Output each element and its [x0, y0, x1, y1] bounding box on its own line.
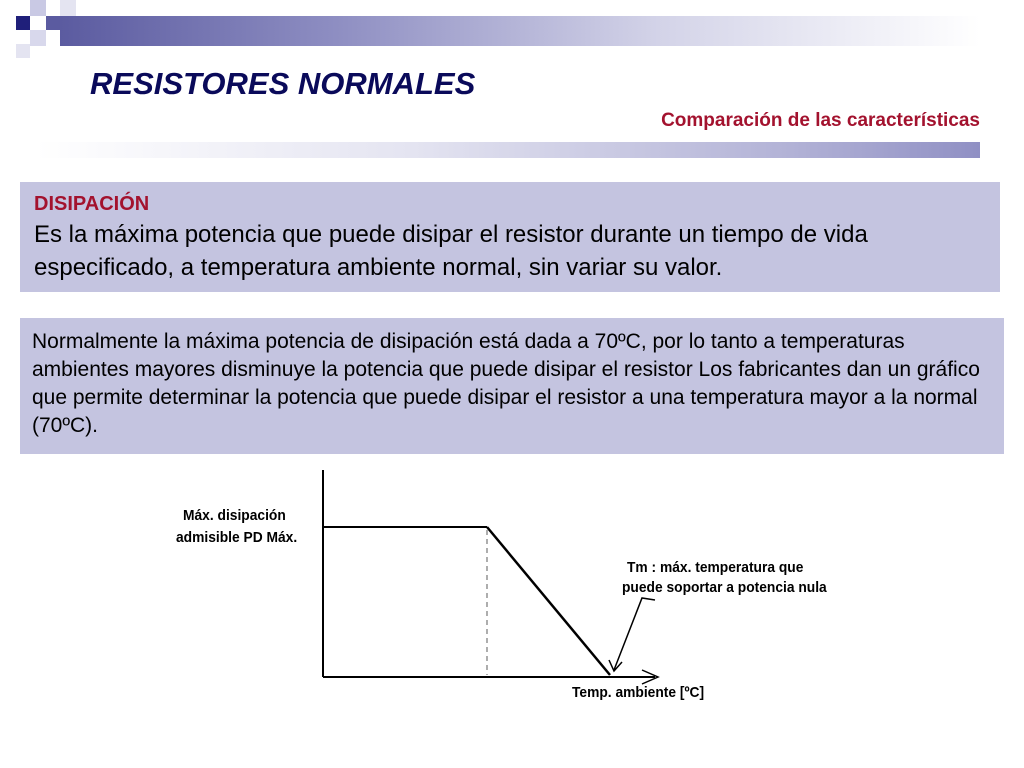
explanation-text: Normalmente la máxima potencia de disipación está dada a 70ºC, por lo tanto a temperaturas ambientes mayores disminuye la potencia que puede disipar el resistor Los fabricantes dan un gráfico que permite determinar la potencia que puede disipar el resistor a una temperatura mayor a la normal (70ºC). [32, 330, 980, 437]
slide-title: RESISTORES NORMALES [90, 66, 476, 101]
definition-heading: DISIPACIÓN [34, 193, 150, 215]
annotation-line1: Tm : máx. temperatura que [627, 559, 804, 576]
annotation-line2: puede soportar a potencia nula [622, 579, 827, 596]
slide-subtitle: Comparación de las características [661, 110, 980, 131]
annotation-leader [614, 598, 655, 670]
definition-text: Es la máxima potencia que puede disipar el resistor durante un tiempo de vida especificado, a temperatura ambiente normal, sin variar su valor. [34, 221, 868, 281]
curve-derating-segment [487, 527, 610, 675]
x-axis-label: Temp. ambiente [ºC] [572, 684, 705, 701]
y-axis-label-line2: admisible PD Máx. [176, 529, 298, 546]
y-axis-label-line1: Máx. disipación [183, 507, 286, 524]
